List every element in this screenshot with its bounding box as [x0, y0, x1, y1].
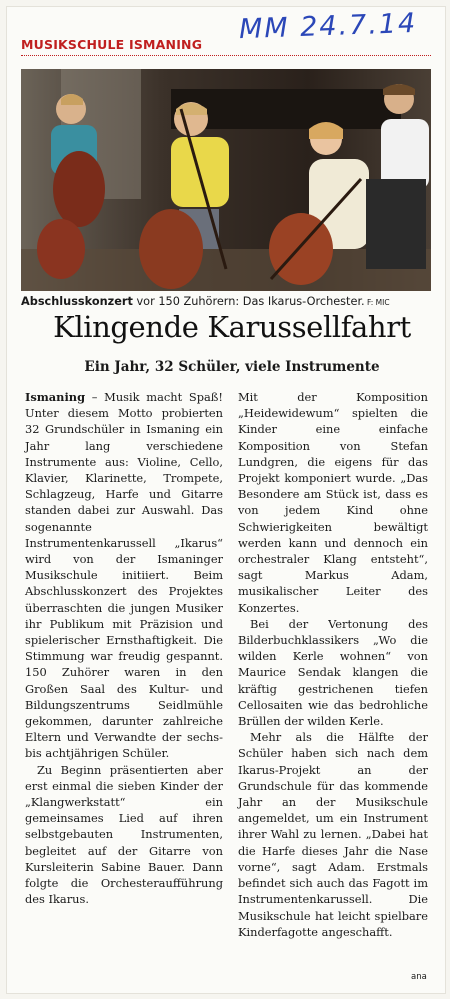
caption-bold: Abschlusskonzert: [21, 295, 133, 308]
section-kicker: MUSIKSCHULE ISMANING: [21, 37, 203, 52]
paragraph: [25, 389, 223, 762]
author-initials: ana: [411, 972, 427, 982]
paragraph: Bei der Vertonung des Bilderbuchklassikers „Wo die wilden Kerle wohnen“ von Maurice Sendak klangen die kräftig gestrichenen tiefen Cellosaiten wie das bedrohliche Brüllen der wilden Kerle.: [238, 616, 428, 729]
article-photo: [21, 69, 431, 291]
photo-children-cello-orchestra-icon: [21, 69, 431, 291]
caption-text: vor 150 Zuhörern: Das Ikarus-Orchester.: [132, 295, 365, 308]
paragraph: Mit der Komposition „Heidewidewum“ spielten die Kinder eine einfache Komposition von Stefan Lundgren, die eigens für das Projekt komponiert wurde. „Das Besondere am Stück ist, dass es von jedem Kind ohne Schwierigkeiten bewältigt werden kann und dennoch ein orchestraler Klang entsteht“, sagt Markus Adam, musikalischer Leiter des Konzertes.: [238, 390, 428, 615]
subheadline: Ein Jahr, 32 Schüler, viele Instrumente: [84, 359, 380, 375]
kicker-rule: [21, 55, 431, 56]
paragraph: Zu Beginn präsentierten aber erst einmal die sieben Kinder der „Klangwerkstatt“ ein gemeinsames Lied auf ihren selbstgebauten Instrumenten, begleitet auf der Gitarre von Kursleiterin Sabine Bauer. Dann folgte die Orchesteraufführung des Ikarus.: [25, 762, 223, 907]
photo-credit: F: MIC: [364, 298, 390, 307]
dateline: Ismaning: [25, 390, 86, 404]
paragraph: Mehr als die Hälfte der Schüler haben sich nach dem Ikarus-Projekt an der Grundschule für das kommende Jahr an der Musikschule angemeldet, um ein Instrument ihrer Wahl zu lernen. „Dabei hat die Harfe dieses Jahr die Nase vorne“, sagt Adam. Erstmals befindet sich auch das Fagott im Instrumentenkarussell. Die Musikschule hat leicht spielbare Kinderfagotte angeschafft.: [238, 730, 428, 939]
newspaper-clipping: [6, 6, 446, 994]
paragraph-text: – Musik macht Spaß! Unter diesem Motto probierten 32 Grundschüler in Ismaning ein Jahr lang verschiedene Instrumente aus: Violine, Cello, Klavier, Klarinette, Trompete, Schlagzeug, Harfe und Gitarre standen dabei zur Auswahl. Das sogenannte Instrumentenkarussell „Ikarus“ wird von der Ismaninger Musikschule initiiert. Beim Abschlusskonzert des Projektes überraschten die jungen Musiker ihr Publikum mit Präzision und spielerischer Ernsthaftigkeit. Die Stimmung war freudig gespannt. 150 Zuhörer waren in den Großen Saal des Kultur- und Bildungszentrums Seidlmühle gekommen, darunter zahlreiche Eltern und Verwandte der sechs- bis achtjährigen Schüler.: [25, 390, 223, 761]
headline: Klingende Karussellfahrt: [53, 310, 411, 344]
article-column-right: [238, 389, 428, 940]
photo-caption: [21, 295, 431, 308]
article-column-left: [25, 389, 223, 908]
handwritten-date-note: MM 24.7.14: [238, 7, 418, 46]
